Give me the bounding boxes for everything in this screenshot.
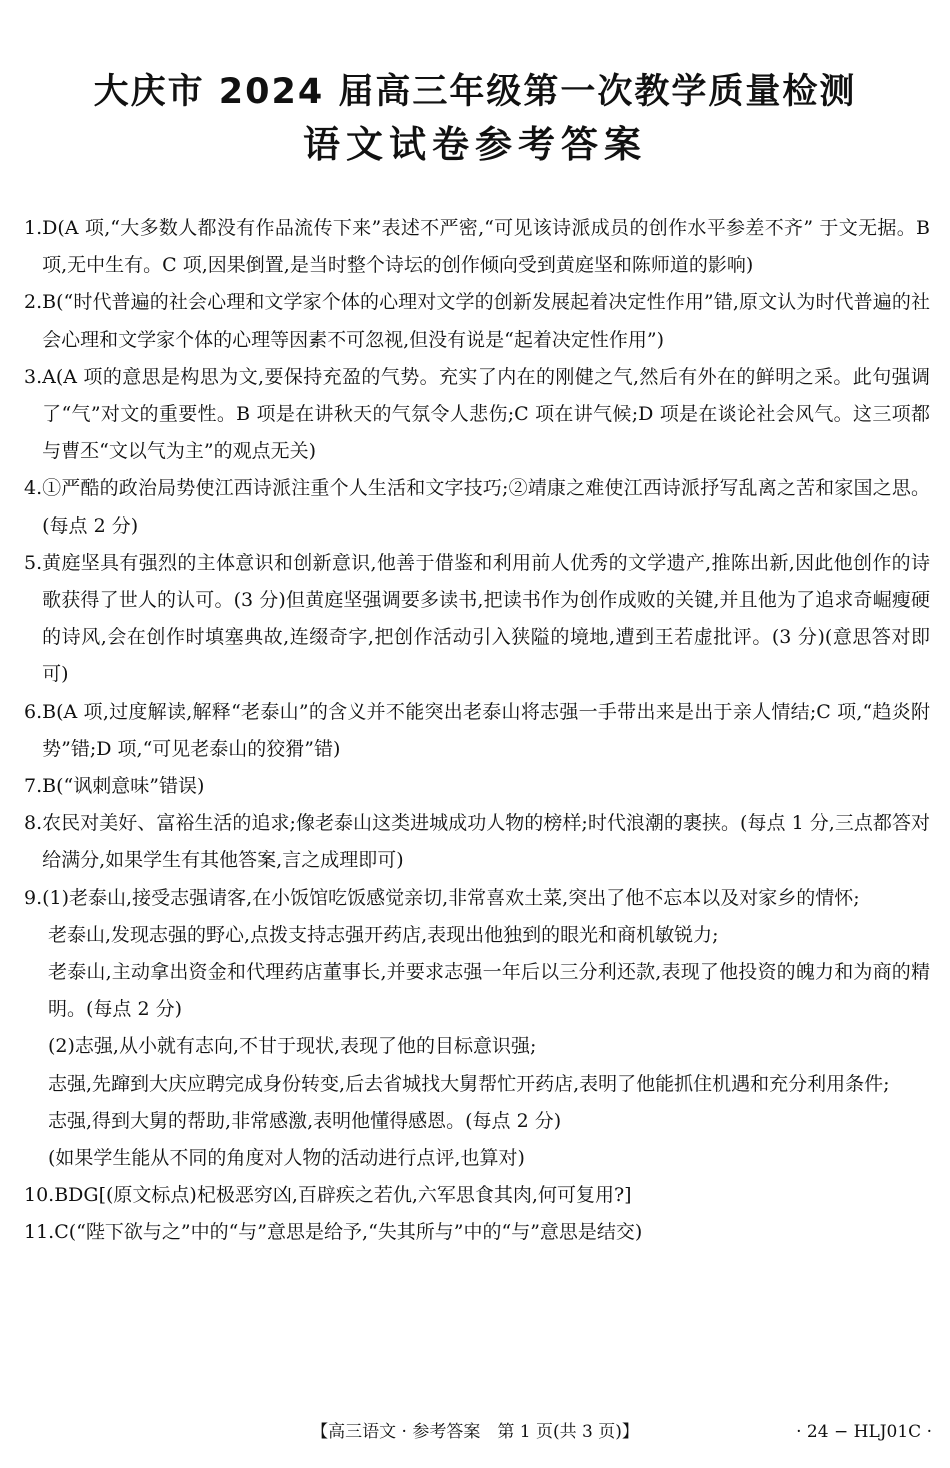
answer-number: 9. [24,886,43,909]
answer-number: 7. [24,775,43,798]
answer-text: BDG[(原文标点)杞极恶穷凶,百辟疾之若仇,六军思食其肉,何可复用?] [54,1184,632,1207]
answer-item-2 [24,284,930,358]
answer-number: 11. [24,1221,55,1244]
answer-number: 8. [24,812,43,835]
answer-9-line: (2)志强,从小就有志向,不甘于现状,表现了他的目标意识强; [48,1035,537,1058]
answer-text: B(“讽刺意味”错误) [42,775,205,798]
answer-item-8 [24,805,930,879]
answer-9-line: 志强,得到大舅的帮助,非常感激,表明他懂得感恩。(每点 2 分) [48,1109,562,1132]
answer-text: (1)老泰山,接受志强请客,在小饭馆吃饭感觉亲切,非常喜欢土菜,突出了他不忘本以及对家乡的情怀; [42,886,860,909]
answer-number: 4. [24,477,43,500]
page-title-line2: 语文试卷参考答案 [303,123,647,166]
answer-item-3 [24,359,930,471]
answer-number: 6. [24,700,43,723]
answer-9-line: 志强,先蹿到大庆应聘完成身份转变,后去省城找大舅帮忙开药店,表明了他能抓住机遇和充分利用条件; [48,1072,890,1095]
answer-item-5 [24,545,930,694]
footer-page-info: 【高三语文 · 参考答案 第 1 页(共 3 页)】 [311,1422,639,1442]
answer-9-line: 老泰山,主动拿出资金和代理药店董事长,并要求志强一年后以三分利还款,表现了他投资的魄力和为商的精明。(每点 2 分) [48,961,930,1021]
answer-text: B(“时代普遍的社会心理和文学家个体的心理对文学的创新发展起着决定性作用”错,原文认为时代普遍的社会心理和文学家个体的心理等因素不可忽视,但没有说是“起着决定性作用”) [42,291,930,351]
answer-number: 2. [24,291,43,314]
answer-text: D(A 项,“大多数人都没有作品流传下来”表述不严密,“可见该诗派成员的创作水平参差不齐” 于文无据。B 项,无中生有。C 项,因果倒置,是当时整个诗坛的创作倾向受到黄庭坚和陈师道的影响) [42,217,930,277]
answer-number: 5. [24,551,43,574]
answer-text: A(A 项的意思是构思为文,要保持充盈的气势。充实了内在的刚健之气,然后有外在的鲜明之采。此句强调了“气”对文的重要性。B 项是在讲秋天的气氛令人悲伤;C 项在讲气候;D 项是在谈论社会风气。这三项都与曹丕“文以气为主”的观点无关) [42,365,930,463]
page-footer [0,1417,950,1447]
answer-text: C(“陛下欲与之”中的“与”意思是给予,“失其所与”中的“与”意思是结交) [54,1221,643,1244]
answer-text: B(A 项,过度解读,解释“老泰山”的含义并不能突出老泰山将志强一手带出来是出于亲人情结;C 项,“趋炎附势”错;D 项,“可见老泰山的狡猾”错) [42,700,930,760]
answer-number: 3. [24,365,43,388]
answer-text: ①严酷的政治局势使江西诗派注重个人生活和文字技巧;②靖康之难使江西诗派抒写乱离之苦和家国之思。(每点 2 分) [42,477,930,537]
answer-item-9 [24,880,930,917]
answer-text: 农民对美好、富裕生活的追求;像老泰山这类进城成功人物的榜样;时代浪潮的裹挟。(每点 1 分,三点都答对给满分,如果学生有其他答案,言之成理即可) [42,812,930,872]
answer-item-11 [24,1214,930,1251]
answer-9-line: (如果学生能从不同的角度对人物的活动进行点评,也算对) [48,1147,525,1170]
page-title-line1: 大庆市 2024 届高三年级第一次教学质量检测 [93,72,857,112]
footer-code: · 24 − HLJ01C · [796,1422,932,1442]
answer-number: 10. [24,1184,55,1207]
answer-number: 1. [24,217,43,239]
answer-item-1 [24,210,930,284]
answer-text: 黄庭坚具有强烈的主体意识和创新意识,他善于借鉴和利用前人优秀的文学遗产,推陈出新,因此他创作的诗歌获得了世人的认可。(3 分)但黄庭坚强调要多读书,把读书作为创作成败的关键,并且他为了追求奇崛瘦硬的诗风,会在创作时填塞典故,连缀奇字,把创作活动引入狭隘的境地,遭到王若虚批评。(3 分)(意思答对即可) [42,551,930,686]
answer-item-6 [24,694,930,768]
answer-item-7 [24,768,930,805]
answer-item-4 [24,470,930,544]
answer-list [24,210,930,1252]
answer-9-line: 老泰山,发现志强的野心,点拨支持志强开药店,表现出他独到的眼光和商机敏锐力; [48,923,719,946]
answer-item-10 [24,1177,930,1214]
